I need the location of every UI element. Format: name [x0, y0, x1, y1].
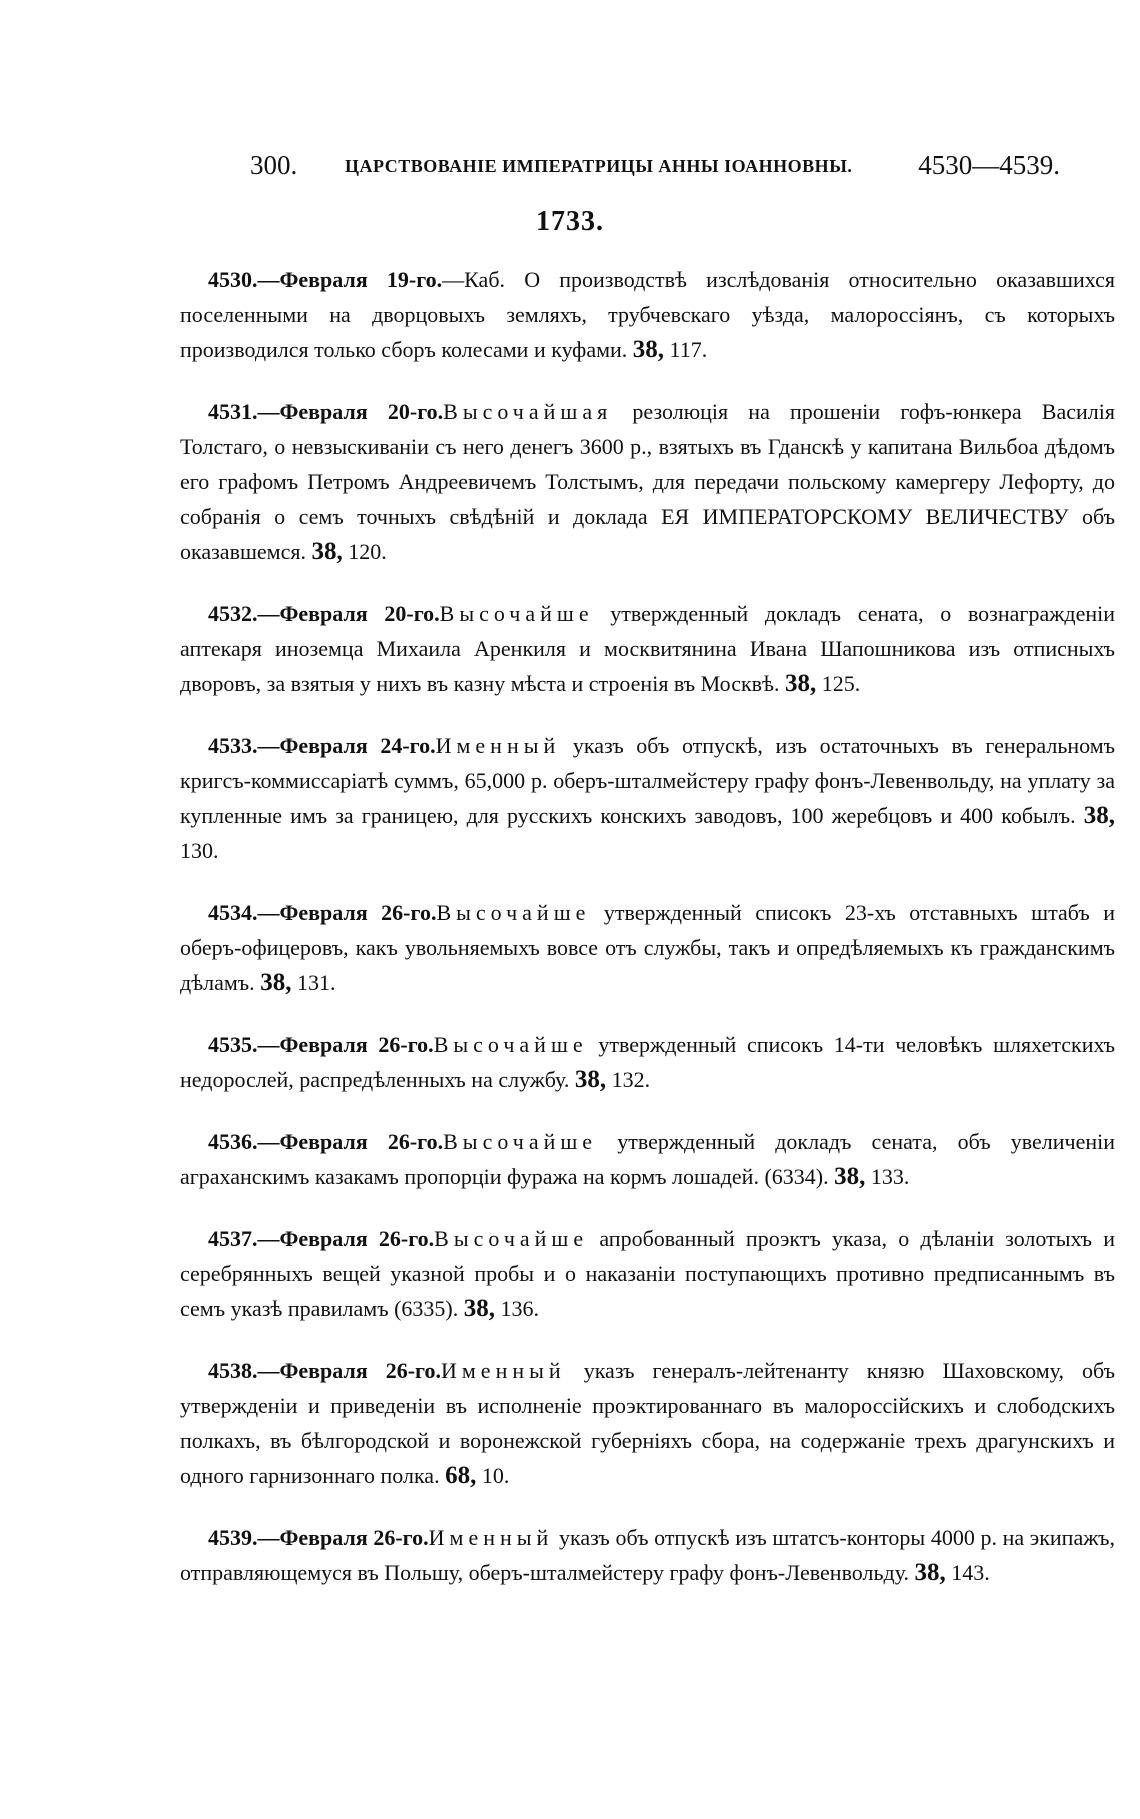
entry-kind: Именный — [428, 1525, 554, 1550]
entry-kind: Высочайшая — [443, 399, 613, 424]
entry-ref-volume: 38, — [632, 336, 665, 363]
entry-4532 — [180, 596, 1115, 701]
entry-ref-volume: 38, — [785, 670, 817, 697]
entry-number: 4536. — [208, 1129, 258, 1154]
entry-date: —Февраля 20-го. — [257, 601, 440, 626]
entry-date: —Февраля 26-го. — [257, 900, 437, 925]
entry-number: 4531. — [208, 399, 258, 424]
entry-ref-volume: 38, — [834, 1163, 866, 1190]
entry-ref-page: 125. — [821, 671, 861, 696]
entry-ref-volume: 38, — [574, 1066, 607, 1093]
entry-date: —Февраля 20-го. — [257, 399, 444, 424]
entries-list — [180, 262, 1115, 1617]
entry-kind: Именный — [441, 1358, 566, 1383]
entry-ref-page: 133. — [870, 1164, 910, 1189]
entry-4535 — [180, 1027, 1115, 1097]
entry-date: —Февраля 26-го. — [257, 1525, 429, 1550]
entry-number: 4537. — [208, 1226, 258, 1251]
entry-4536 — [180, 1124, 1115, 1194]
entry-ref-page: 143. — [951, 1560, 990, 1585]
entry-ref-page: 117. — [669, 337, 708, 362]
entry-kind: Высочайше — [436, 900, 591, 925]
entry-ref-volume: 38, — [463, 1295, 495, 1322]
entry-text: резолюція на прошеніи гофъ-юнкера Василія Толстаго, о невзыскиваніи съ него денегъ 3600 р., взятыхъ въ Гданскѣ у капитана Вильбоа дѣдомъ его графомъ Петромъ Андреевичемъ Толстымъ, для передачи польскому камергеру Лефорту, до собранія о семъ точныхъ свѣдѣній и доклада ЕЯ ИМПЕРАТОРСКОМУ ВЕЛИЧЕСТВУ объ оказавшемся. — [180, 399, 1115, 564]
entry-kind: Высочайше — [439, 601, 594, 626]
entry-date: —Февраля 26-го. — [257, 1032, 434, 1057]
entry-text: —Каб. О производствѣ изслѣдованія относительно оказавшихся поселенными на дворцовыхъ земляхъ, трубчевскаго уѣзда, малороссіянъ, съ которыхъ производился только сборъ колесами и куфами. — [180, 267, 1116, 362]
entry-4530 — [180, 262, 1115, 367]
entry-range: 4530—4539. — [918, 150, 1060, 180]
entry-number: 4534. — [208, 900, 258, 925]
entry-text: утвержденный докладъ сената, объ увеличеніи аграханскимъ казакамъ пропорціи фуража на кормъ лошадей. (6334). — [180, 1129, 1115, 1189]
entry-kind: Высочайше — [433, 1032, 588, 1057]
entry-ref-volume: 38, — [260, 969, 292, 996]
entry-kind: Высочайше — [443, 1129, 598, 1154]
entry-4533 — [180, 728, 1115, 868]
entry-ref-volume: 68, — [445, 1462, 477, 1489]
entry-kind: Именный — [435, 733, 561, 758]
entry-number: 4538. — [208, 1358, 258, 1383]
entry-number: 4530. — [208, 267, 258, 292]
entry-date: —Февраля 26-го. — [257, 1358, 441, 1383]
entry-text: указъ генералъ-лейтенанту князю Шаховскому, объ утвержденіи и приведеніи въ исполненіе проэктированнаго въ малороссійскихъ и слободскихъ полкахъ, въ бѣлгородской и воронежской губерніяхъ сбора, на содержаніе трехъ драгунскихъ и одного гарнизоннаго полка. — [180, 1358, 1116, 1488]
entry-text: указъ объ отпускѣ изъ штатсъ-конторы 4000 р. на экипажъ, отправляющемуся въ Польшу, оберъ-шталмейстеру графу фонъ-Левенвольду. — [180, 1525, 1116, 1585]
entry-ref-page: 120. — [348, 539, 387, 564]
entry-4537 — [180, 1221, 1115, 1326]
entry-text: указъ объ отпускѣ, изъ остаточныхъ въ генеральномъ кригсъ-коммиссаріатѣ суммъ, 65,000 р. оберъ-шталмейстеру графу фонъ-Левенвольду, на уплату за купленные имъ за границею, для русскихъ конскихъ заводовъ, 100 жеребцовъ и 400 кобылъ. — [180, 733, 1116, 828]
year-heading: 1733. — [536, 206, 604, 237]
entry-number: 4535. — [208, 1032, 258, 1057]
entry-kind: Высочайше — [434, 1226, 589, 1251]
entry-4531 — [180, 394, 1115, 569]
entry-text: утвержденный списокъ 14-ти человѣкъ шляхетскихъ недорослей, распредѣленныхъ на службу. — [180, 1032, 1116, 1092]
entry-text: утвержденный докладъ сената, о вознагражденіи аптекаря иноземца Михаила Аренкиля и москвитянина Ивана Шапошникова изъ отписныхъ дворовъ, за взятыя у нихъ въ казну мѣста и строенія въ Москвѣ. — [180, 601, 1116, 696]
entry-ref-page: 131. — [296, 970, 336, 995]
entry-text: апробованный проэктъ указа, о дѣланіи золотыхъ и серебрянныхъ вещей указной пробы и о наказаніи поступающихъ противно предписаннымъ въ семъ указѣ правиламъ (6335). — [180, 1226, 1116, 1321]
entry-ref-page: 132. — [611, 1067, 651, 1092]
entry-date: —Февраля 26-го. — [257, 1129, 444, 1154]
entry-4534 — [180, 895, 1115, 1000]
page-number: 300. — [250, 150, 298, 180]
entry-date: —Февраля 19-го. — [257, 267, 443, 292]
entry-4539 — [180, 1520, 1115, 1590]
entry-date: —Февраля 26-го. — [257, 1226, 435, 1251]
running-title: ЦАРСТВОВАНІЕ ИМПЕРАТРИЦЫ АННЫ ІОАННОВНЫ. — [345, 156, 853, 176]
page-header — [250, 150, 1060, 190]
entry-ref-page: 130. — [180, 838, 219, 863]
entry-number: 4539. — [208, 1525, 258, 1550]
entry-date: —Февраля 24-го. — [257, 733, 436, 758]
entry-ref-page: 136. — [500, 1296, 539, 1321]
entry-text: утвержденный списокъ 23-хъ отставныхъ штабъ и оберъ-офицеровъ, какъ увольняемыхъ вовсе отъ службы, такъ и опредѣляемыхъ къ гражданскимъ дѣламъ. — [180, 900, 1115, 995]
entry-number: 4533. — [208, 733, 258, 758]
entry-4538 — [180, 1353, 1115, 1493]
entry-number: 4532. — [208, 601, 258, 626]
entry-ref-volume: 38, — [311, 538, 343, 565]
entry-ref-volume: 38, — [1083, 802, 1115, 829]
entry-ref-volume: 38, — [914, 1559, 946, 1586]
entry-ref-page: 10. — [481, 1463, 510, 1488]
